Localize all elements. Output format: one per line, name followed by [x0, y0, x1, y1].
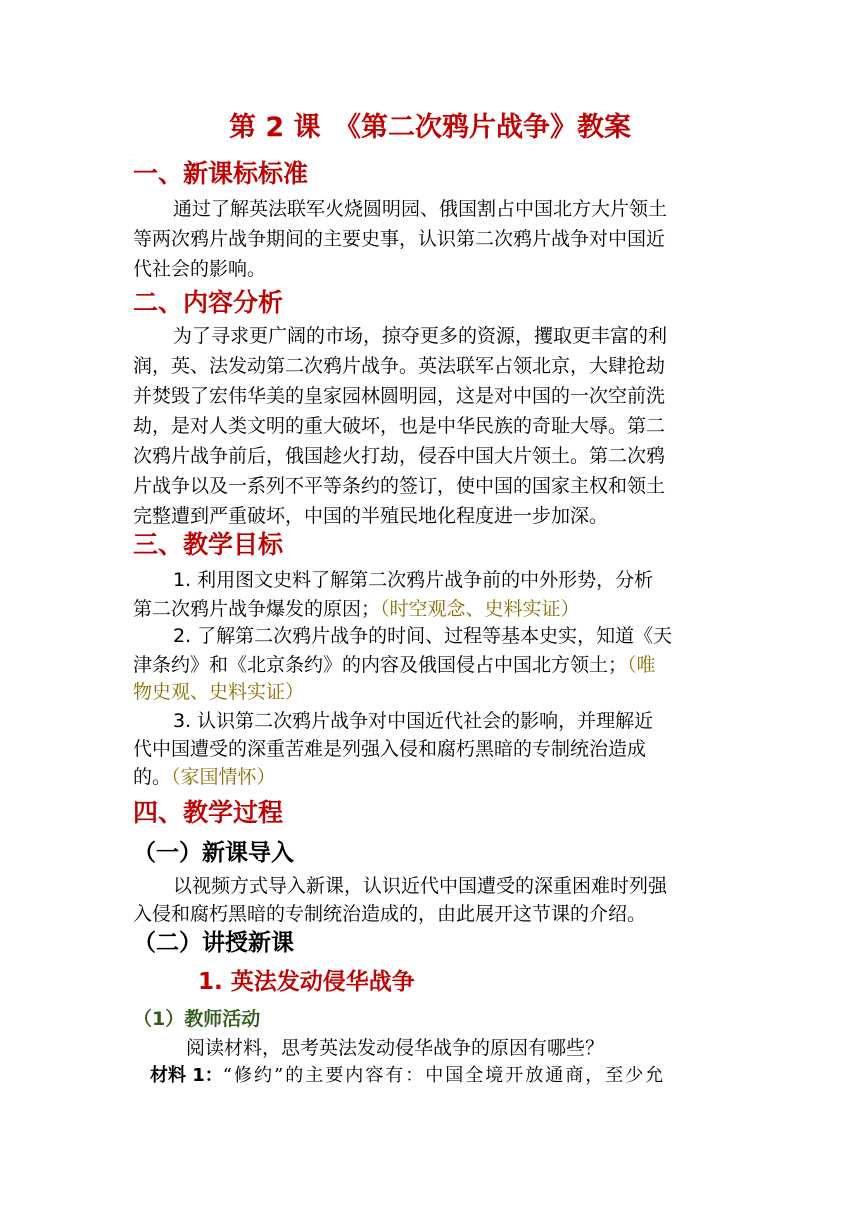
objective-line: 1. 利用图文史料了解第二次鸦片战争前的中外形势，分析 — [173, 569, 654, 591]
subsection-heading-lecture: （二）讲授新课 — [133, 930, 294, 956]
objective-line: 代中国遭受的深重苦难是列强入侵和腐朽黑暗的专制统治造成 — [133, 738, 647, 760]
competency-tag: （唯 — [627, 654, 656, 676]
paragraph-line: 以视频方式导入新课，认识近代中国遭受的深重困难时列强 — [173, 875, 668, 897]
paragraph-line: 劫，是对人类文明的重大破坏，也是中华民族的奇耻大辱。第二 — [133, 415, 666, 437]
page-title: 第 2 课 《第二次鸦片战争》教案 — [228, 112, 632, 143]
competency-tag: 物史观、史料实证） — [133, 681, 305, 703]
section-heading-process: 四、教学过程 — [133, 798, 284, 827]
section-heading-objectives: 三、教学目标 — [133, 530, 284, 559]
objective-line: 津条约》和《北京条约》的内容及俄国侵占中国北方领土；（唯 — [133, 654, 656, 676]
competency-tag: （时空观念、史料实证） — [380, 598, 580, 620]
paragraph-line: 通过了解英法联军火烧圆明园、俄国割占中国北方大片领土 — [173, 198, 668, 220]
subsection-heading-intro: （一）新课导入 — [133, 840, 294, 866]
section-heading-standard: 一、新课标标准 — [133, 159, 309, 188]
prompt-line: 阅读材料，思考英法发动侵华战争的原因有哪些？ — [186, 1037, 605, 1059]
objective-line: 3. 认识第二次鸦片战争对中国近代社会的影响，并理解近 — [173, 710, 654, 732]
paragraph-line: 入侵和腐朽黑暗的专制统治造成的，由此展开这节课的介绍。 — [133, 903, 647, 925]
paragraph-line: 等两次鸦片战争期间的主要史事，认识第二次鸦片战争对中国近 — [133, 228, 666, 250]
section-heading-analysis: 二、内容分析 — [133, 288, 284, 317]
topic-heading: 1. 英法发动侵华战争 — [198, 969, 415, 995]
paragraph-line: 片战争以及一系列不平等条约的签订，使中国的国家主权和领土 — [133, 475, 666, 497]
objective-line: 的。（家国情怀） — [133, 766, 276, 788]
paragraph-line: 代社会的影响。 — [133, 258, 267, 280]
material-text: “修约”的主要内容有：中国全境开放通商，至少允 — [222, 1065, 666, 1086]
activity-heading: （1）教师活动 — [133, 1008, 261, 1030]
paragraph-line: 完整遭到严重破坏，中国的半殖民地化程度进一步加深。 — [133, 505, 609, 527]
paragraph-line: 次鸦片战争前后，俄国趁火打劫，侵吞中国大片领土。第二次鸦 — [133, 445, 666, 467]
competency-tag: （家国情怀） — [171, 766, 276, 788]
paragraph-line: 并焚毁了宏伟华美的皇家园林圆明园，这是对中国的一次空前洗 — [133, 385, 666, 407]
objective-line: 2. 了解第二次鸦片战争的时间、过程等基本史实，知道《天 — [173, 625, 673, 647]
paragraph-line: 为了寻求更广阔的市场，掠夺更多的资源，攫取更丰富的利 — [173, 325, 668, 347]
objective-line: 第二次鸦片战争爆发的原因；（时空观念、史料实证） — [133, 598, 580, 620]
material-line — [150, 1061, 665, 1091]
paragraph-line: 润，英、法发动第二次鸦片战争。英法联军占领北京，大肆抢劫 — [133, 355, 666, 377]
material-label: 材料 1： — [150, 1065, 223, 1086]
